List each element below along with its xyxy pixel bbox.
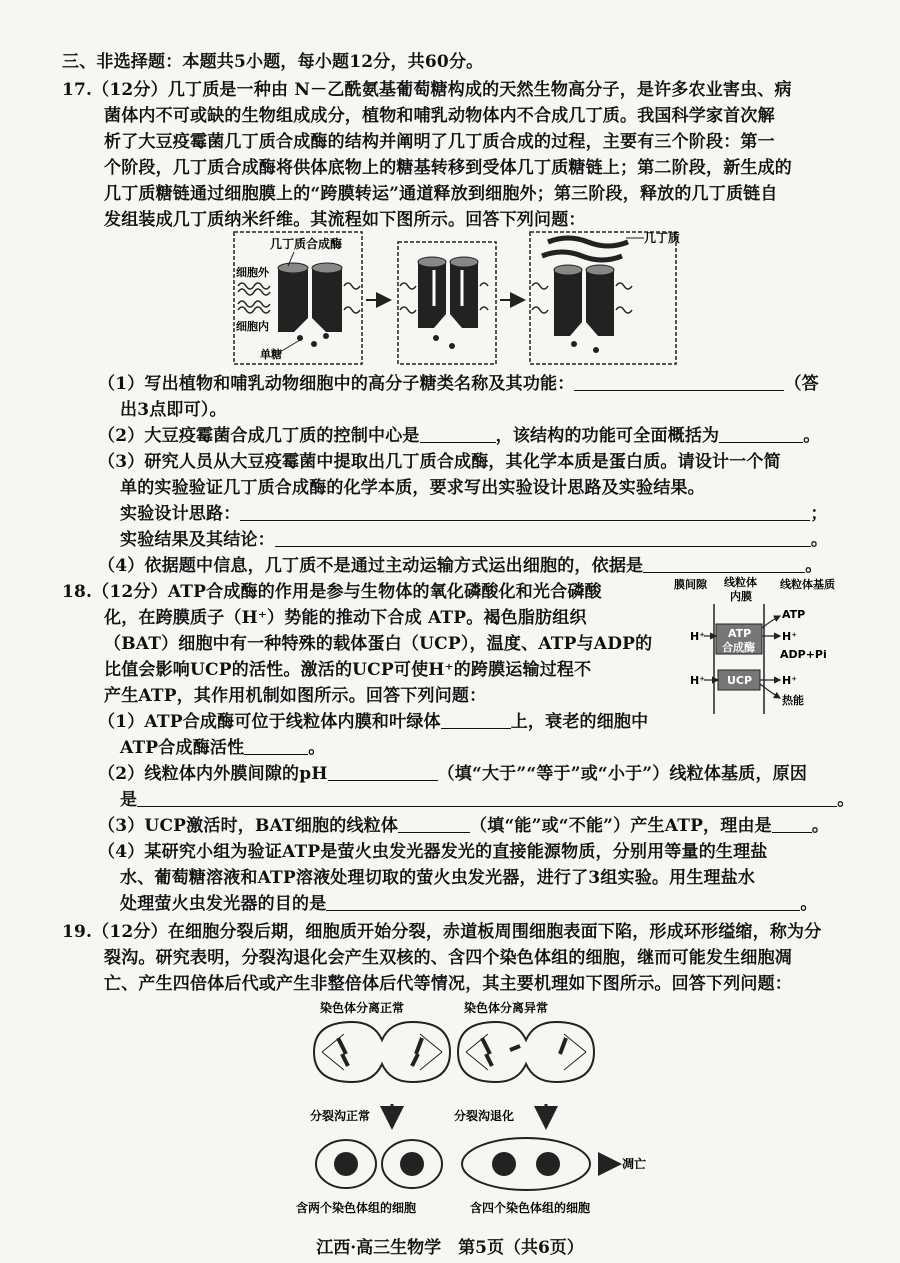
answer-blank[interactable] bbox=[326, 892, 800, 911]
q17-p3c: 实验设计思路： ； bbox=[120, 504, 828, 524]
inside-label: 细胞内 bbox=[236, 320, 269, 333]
furrow-regression-label: 分裂沟退化 bbox=[454, 1109, 515, 1123]
intermembrane-label: 膜间隙 bbox=[674, 578, 707, 591]
q19-line-1: 19.（12分）在细胞分裂后期，细胞质开始分裂，赤道板周围细胞表面下陷，形成环形缢缩，称为分 bbox=[62, 922, 822, 942]
q18-p4b: 水、葡萄糖溶液和ATP溶液处理切取的萤火虫发光器，进行了3组实验。用生理盐水 bbox=[120, 868, 756, 888]
q17-p3b: 单的实验验证几丁质合成酶的化学本质，要求写出实验设计思路及实验结果。 bbox=[120, 478, 705, 498]
q18-line-5: 产生ATP，其作用机制如图所示。回答下列问题： bbox=[104, 686, 487, 706]
enzyme-label: 几丁质合成酶 bbox=[270, 237, 343, 251]
q18-p4a: （4）某研究小组为验证ATP是萤火虫发光器发光的直接能源物质，分别用等量的生理盐 bbox=[98, 842, 768, 862]
h-plus-label-3: H⁺ bbox=[690, 674, 706, 687]
inner-membrane-label-2: 内膜 bbox=[730, 590, 752, 603]
abnormal-separation-label: 染色体分离异常 bbox=[464, 1001, 549, 1015]
inner-membrane-label-1: 线粒体 bbox=[724, 576, 757, 589]
atp-label: ATP bbox=[782, 608, 806, 621]
answer-blank[interactable] bbox=[574, 372, 784, 391]
answer-blank[interactable] bbox=[441, 710, 511, 729]
chitin-label: 几丁质 bbox=[644, 231, 680, 245]
chitin-synthesis-figure bbox=[230, 226, 680, 368]
q18-line-4: 比值会影响UCP的活性。激活的UCP可使H⁺的跨膜运输过程不 bbox=[104, 660, 592, 680]
atp-synthase-label-1: ATP bbox=[728, 627, 752, 640]
answer-blank[interactable] bbox=[240, 502, 810, 521]
q18-p3: （3）UCP激活时，BAT细胞的线粒体 （填“能”或“不能”）产生ATP，理由是 。 bbox=[98, 816, 830, 836]
normal-separation-label: 染色体分离正常 bbox=[320, 1001, 405, 1015]
membrane-left-1 bbox=[238, 283, 270, 313]
q17-p1: （1）写出植物和哺乳动物细胞中的高分子糖类名称及其功能： （答 bbox=[98, 374, 819, 394]
cleavage-furrow-figure bbox=[296, 998, 676, 1220]
q19-line-3: 亡、产生四倍体后代或产生非整倍体后代等情况，其主要机理如下图所示。回答下列问题： bbox=[104, 974, 792, 994]
q17-line-3: 析了大豆疫霉菌几丁质合成酶的结构并阐明了几丁质合成的过程，主要有三个阶段：第一 bbox=[104, 132, 775, 152]
answer-blank[interactable] bbox=[772, 814, 812, 833]
answer-blank[interactable] bbox=[137, 788, 837, 807]
h-plus-label-1: H⁺ bbox=[690, 630, 706, 643]
section-heading: 三、非选择题：本题共5小题，每小题12分，共60分。 bbox=[62, 52, 484, 72]
matrix-label: 线粒体基质 bbox=[780, 578, 835, 591]
q18-p2: （2）线粒体内外膜间隙的pH （填“大于”“等于”或“小于”）线粒体基质，原因 bbox=[98, 764, 808, 784]
q19-line-2: 裂沟。研究表明，分裂沟退化会产生双核的、含四个染色体组的细胞，继而可能发生细胞凋 bbox=[104, 948, 792, 968]
q17-line-4: 个阶段，几丁质合成酶将供体底物上的糖基转移到受体几丁质糖链上；第二阶段，新生成的 bbox=[104, 158, 792, 178]
answer-blank[interactable] bbox=[643, 554, 805, 573]
q18-line-1: 18.（12分）ATP合成酶的作用是参与生物体的氧化磷酸化和光合磷酸 bbox=[62, 582, 602, 602]
apoptosis-label: 凋亡 bbox=[622, 1157, 647, 1171]
answer-blank[interactable] bbox=[328, 762, 438, 781]
two-sets-label: 含两个染色体组的细胞 bbox=[296, 1201, 417, 1215]
q18-line-3: （BAT）细胞中有一种特殊的载体蛋白（UCP），温度、ATP与ADP的 bbox=[104, 634, 653, 654]
q17-line-1: 17.（12分）几丁质是一种由 N－乙酰氨基葡萄糖构成的天然生物高分子，是许多农业害虫、病 bbox=[62, 80, 792, 100]
h-plus-label-4: H⁺ bbox=[782, 674, 798, 687]
q17-p2: （2）大豆疫霉菌合成几丁质的控制中心是 ，该结构的功能可全面概括为 。 bbox=[98, 426, 821, 446]
heat-label: 热能 bbox=[782, 694, 804, 707]
answer-blank[interactable] bbox=[420, 424, 496, 443]
answer-blank[interactable] bbox=[398, 814, 470, 833]
monosaccharide-label: 单糖 bbox=[260, 348, 282, 361]
enzyme-shape-1 bbox=[278, 252, 342, 332]
q18-p4c: 处理萤火虫发光器的目的是 。 bbox=[120, 894, 818, 914]
h-plus-label-2: H⁺ bbox=[782, 630, 798, 643]
page-footer: 江西·高三生物学 第5页（共6页） bbox=[316, 1238, 584, 1258]
answer-blank[interactable] bbox=[719, 424, 803, 443]
q17-line-6: 发组装成几丁质纳米纤维。其流程如下图所示。回答下列问题： bbox=[104, 210, 586, 230]
q17-p3d: 实验结果及其结论： 。 bbox=[120, 530, 829, 550]
ucp-label: UCP bbox=[727, 674, 753, 687]
q17-line-5: 几丁质糖链通过细胞膜上的“跨膜转运”通道释放到细胞外；第三阶段，释放的几丁质链自 bbox=[104, 184, 778, 204]
q18-p1-cont: ATP合成酶活性 。 bbox=[120, 738, 326, 758]
q18-p1: （1）ATP合成酶可位于线粒体内膜和叶绿体 上，衰老的细胞中 bbox=[98, 712, 649, 732]
q17-line-2: 菌体内不可或缺的生物组成成分，植物和哺乳动物体内不合成几丁质。我国科学家首次解 bbox=[104, 106, 775, 126]
q18-line-2: 化，在跨膜质子（H⁺）势能的推动下合成 ATP。褐色脂肪组织 bbox=[104, 608, 587, 628]
q17-p1-cont: 出3点即可）。 bbox=[120, 400, 227, 420]
q18-p2-cont: 是 。 bbox=[120, 790, 855, 810]
answer-blank[interactable] bbox=[275, 528, 811, 547]
atp-synthase-label-2: 合成酶 bbox=[722, 641, 755, 654]
furrow-normal-label: 分裂沟正常 bbox=[310, 1109, 371, 1123]
four-sets-label: 含四个染色体组的细胞 bbox=[470, 1201, 591, 1215]
adp-pi-label: ADP+Pi bbox=[780, 648, 827, 661]
q17-p4: （4）依据题中信息，几丁质不是通过主动运输方式运出细胞的，依据是 。 bbox=[98, 556, 823, 576]
answer-blank[interactable] bbox=[244, 736, 308, 755]
ucp-mechanism-figure bbox=[672, 574, 852, 720]
outside-label: 细胞外 bbox=[236, 266, 269, 279]
q17-p3a: （3）研究人员从大豆疫霉菌中提取出几丁质合成酶，其化学本质是蛋白质。请设计一个简 bbox=[98, 452, 781, 472]
